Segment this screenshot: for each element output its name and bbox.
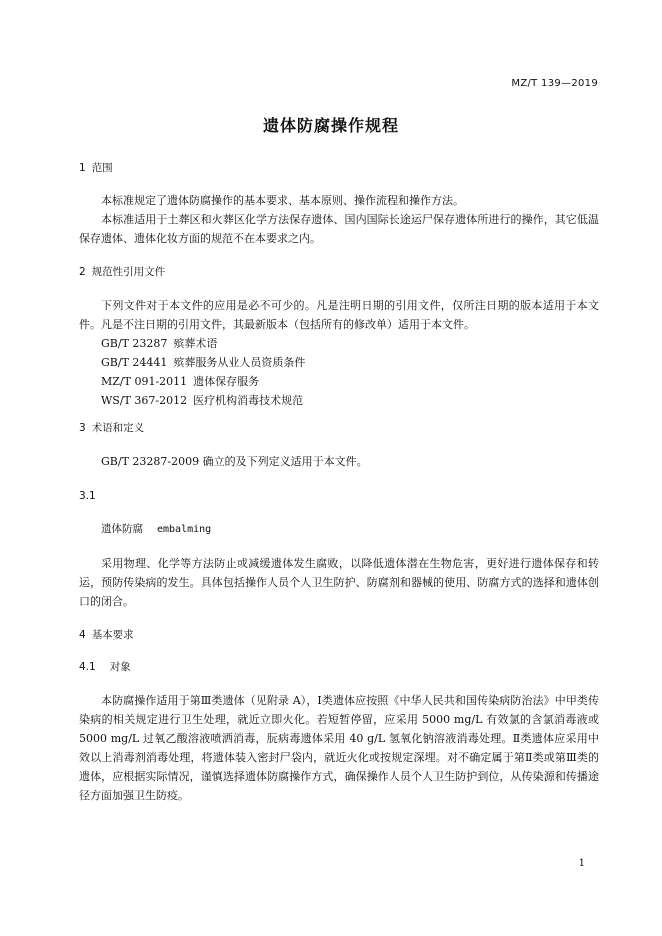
section-number: 3	[79, 422, 86, 434]
paragraph-scope-1: 本标准规定了遗体防腐操作的基本要求、基本原则、操作流程和操作方法。	[101, 194, 464, 207]
section-number: 1	[79, 162, 86, 174]
paragraph-references-intro: 下列文件对于本文件的应用是必不可少的。凡是注明日期的引用文件，仅所注日期的版本适用于本文件。凡是不注日期的引用文件，其最新版本（包括所有的修改单）适用于本文件。	[79, 299, 599, 331]
section-number: 2	[79, 266, 86, 278]
paragraph-terms-intro: GB/T 23287-2009 确立的及下列定义适用于本文件。	[101, 455, 368, 468]
reference-item	[101, 353, 305, 372]
term-entry	[101, 521, 211, 536]
subsection-heading-object	[79, 659, 131, 674]
section-heading-basic-requirements	[79, 627, 134, 642]
section-number: 4.1	[79, 661, 96, 673]
paragraph-scope-2: 本标准适用于土葬区和火葬区化学方法保存遗体、国内国际长途运尸保存遗体所进行的操作，其它低温保存遗体、遗体化妆方面的规范不在本要求之内。	[79, 213, 599, 245]
paragraph-term-definition: 采用物理、化学等方法防止或减缓遗体发生腐败，以降低遗体潜在生物危害，更好进行遗体保存和转运，预防传染病的发生。具体包括操作人员个人卫生防护、防腐剂和器械的使用、防腐方式的选择和遗体创口的闭合。	[79, 557, 599, 608]
subsection-heading-3-1	[79, 490, 102, 502]
section-title: 规范性引用文件	[91, 266, 166, 278]
section-title: 术语和定义	[91, 422, 145, 434]
standard-code: MZ/T 139—2019	[511, 78, 598, 89]
reference-item	[101, 391, 303, 410]
section-heading-terms	[79, 420, 144, 435]
reference-code: MZ/T 091-2011	[101, 375, 188, 388]
section-number: 4	[79, 629, 86, 641]
term-chinese: 遗体防腐	[101, 523, 143, 535]
document-title: 遗体防腐操作规程	[262, 116, 399, 135]
reference-name: 殡葬服务从业人员资质条件	[173, 356, 306, 369]
reference-item	[101, 372, 259, 391]
reference-item	[101, 334, 217, 353]
term-english: embalming	[157, 524, 212, 535]
reference-name: 遗体保存服务	[193, 375, 260, 388]
reference-code: GB/T 23287	[101, 337, 168, 350]
reference-name: 殡葬术语	[173, 337, 218, 350]
section-number: 3.1	[79, 490, 96, 502]
page-number: 1	[578, 858, 585, 869]
section-heading-scope	[79, 160, 113, 175]
section-title: 范围	[91, 162, 113, 174]
paragraph-object: 本防腐操作适用于第Ⅲ类遗体（见附录 A），Ⅰ类遗体应按照《中华人民共和国传染病防治法》中甲类传染病的相关规定进行卫生处理，就近立即火化。若短暂停留，应采用 5000 mg/L 有效氯的含氯消毒液或 5000 mg/L 过氧乙酸溶液喷洒消毒，朊病毒遗体采用 40 g/L 氢氧化钠溶液消毒处理。Ⅱ类遗体应采用中效以上消毒剂消毒处理，将遗体装入密封尸袋内，就近火化或按规定深埋。对不确定属于第Ⅱ类或第Ⅲ类的遗体，应根据实际情况，谨慎选择遗体防腐操作方式，确保操作人员个人卫生防护到位，从传染源和传播途径方面加强卫生防疫。	[79, 694, 599, 802]
reference-code: WS/T 367-2012	[101, 394, 188, 407]
reference-name: 医疗机构消毒技术规范	[193, 394, 304, 407]
reference-code: GB/T 24441	[101, 356, 168, 369]
section-title: 基本要求	[91, 629, 134, 641]
section-heading-normative-references	[79, 264, 165, 279]
section-title: 对象	[109, 661, 131, 673]
